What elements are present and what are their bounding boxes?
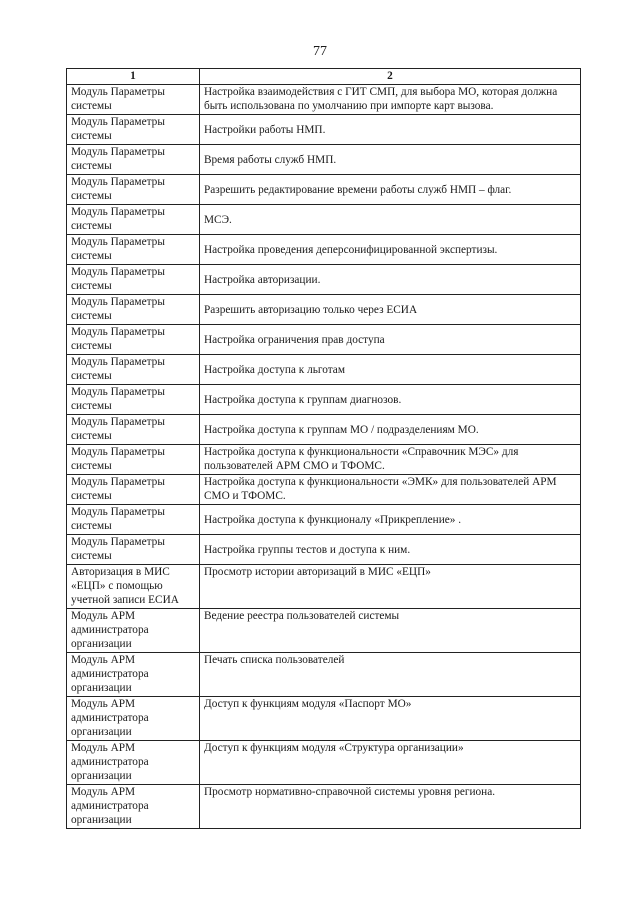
module-cell: Модуль АРМ администратора организации: [67, 785, 200, 829]
description-cell: Настройка ограничения прав доступа: [200, 325, 581, 355]
description-cell: Просмотр истории авторизаций в МИС «ЕЦП»: [200, 565, 581, 609]
table-row: [67, 85, 581, 115]
table-row: [67, 785, 581, 829]
table-row: [67, 697, 581, 741]
module-cell: Модуль АРМ администратора организации: [67, 609, 200, 653]
table-header-row: [67, 69, 581, 85]
module-cell: Модуль Параметры системы: [67, 415, 200, 445]
table-row: [67, 325, 581, 355]
description-cell: Настройка доступа к функциональности «Справочник МЭС» для пользователей АРМ СМО и ТФОМС.: [200, 445, 581, 475]
module-cell: Модуль Параметры системы: [67, 505, 200, 535]
table-row: [67, 355, 581, 385]
table-row: [67, 145, 581, 175]
column-header-1: 1: [67, 69, 200, 85]
table-row: [67, 535, 581, 565]
table-row: [67, 609, 581, 653]
module-cell: Модуль Параметры системы: [67, 535, 200, 565]
description-cell: Печать списка пользователей: [200, 653, 581, 697]
module-cell: Модуль Параметры системы: [67, 85, 200, 115]
description-cell: Настройка группы тестов и доступа к ним.: [200, 535, 581, 565]
description-cell: Время работы служб НМП.: [200, 145, 581, 175]
table-row: [67, 115, 581, 145]
description-cell: Настройки работы НМП.: [200, 115, 581, 145]
table-row: [67, 653, 581, 697]
description-cell: Ведение реестра пользователей системы: [200, 609, 581, 653]
description-cell: Настройка взаимодействия с ГИТ СМП, для выбора МО, которая должна быть использована по умолчанию при импорте карт вызова.: [200, 85, 581, 115]
description-cell: Настройка авторизации.: [200, 265, 581, 295]
table-row: [67, 445, 581, 475]
table-row: [67, 235, 581, 265]
module-cell: Модуль Параметры системы: [67, 295, 200, 325]
module-cell: Модуль АРМ администратора организации: [67, 741, 200, 785]
table-row: [67, 475, 581, 505]
description-cell: Настройка доступа к льготам: [200, 355, 581, 385]
description-cell: Настройка доступа к группам диагнозов.: [200, 385, 581, 415]
column-header-2: 2: [200, 69, 581, 85]
description-cell: МСЭ.: [200, 205, 581, 235]
module-cell: Модуль Параметры системы: [67, 145, 200, 175]
table-row: [67, 205, 581, 235]
description-cell: Разрешить авторизацию только через ЕСИА: [200, 295, 581, 325]
table-row: [67, 295, 581, 325]
module-cell: Авторизация в МИС «ЕЦП» с помощью учетной записи ЕСИА: [67, 565, 200, 609]
description-cell: Настройка доступа к функциональности «ЭМК» для пользователей АРМ СМО и ТФОМС.: [200, 475, 581, 505]
module-cell: Модуль Параметры системы: [67, 205, 200, 235]
page-number: 77: [313, 44, 327, 59]
table-row: [67, 415, 581, 445]
module-cell: Модуль АРМ администратора организации: [67, 697, 200, 741]
requirements-table: [66, 68, 581, 829]
table-row: [67, 385, 581, 415]
table-row: [67, 741, 581, 785]
table-row: [67, 265, 581, 295]
module-cell: Модуль Параметры системы: [67, 115, 200, 145]
module-cell: Модуль Параметры системы: [67, 385, 200, 415]
module-cell: Модуль АРМ администратора организации: [67, 653, 200, 697]
table-row: [67, 505, 581, 535]
description-cell: Настройка проведения деперсонифицированной экспертизы.: [200, 235, 581, 265]
module-cell: Модуль Параметры системы: [67, 475, 200, 505]
module-cell: Модуль Параметры системы: [67, 355, 200, 385]
description-cell: Настройка доступа к группам МО / подразделениям МО.: [200, 415, 581, 445]
table-row: [67, 175, 581, 205]
description-cell: Доступ к функциям модуля «Паспорт МО»: [200, 697, 581, 741]
module-cell: Модуль Параметры системы: [67, 325, 200, 355]
description-cell: Просмотр нормативно-справочной системы уровня региона.: [200, 785, 581, 829]
module-cell: Модуль Параметры системы: [67, 445, 200, 475]
table-row: [67, 565, 581, 609]
description-cell: Доступ к функциям модуля «Структура организации»: [200, 741, 581, 785]
module-cell: Модуль Параметры системы: [67, 235, 200, 265]
module-cell: Модуль Параметры системы: [67, 265, 200, 295]
description-cell: Настройка доступа к функционалу «Прикрепление» .: [200, 505, 581, 535]
module-cell: Модуль Параметры системы: [67, 175, 200, 205]
description-cell: Разрешить редактирование времени работы служб НМП – флаг.: [200, 175, 581, 205]
